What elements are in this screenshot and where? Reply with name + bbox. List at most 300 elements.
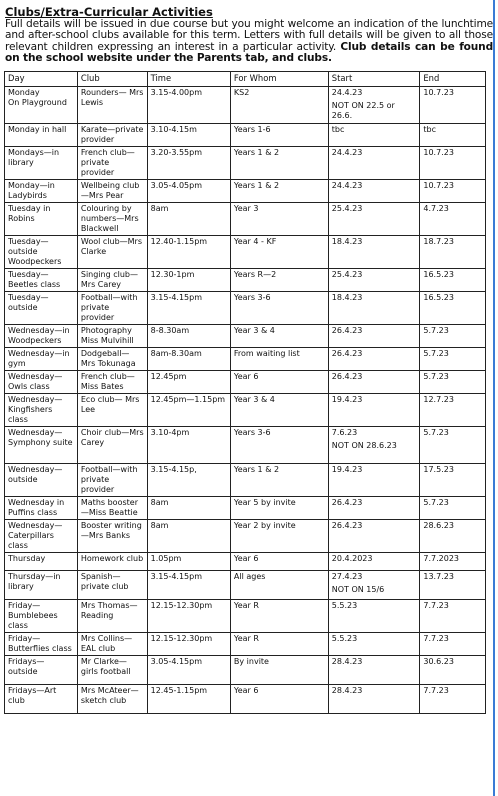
cell-club-text: French club—private provider	[80, 148, 135, 177]
cell-club	[77, 180, 147, 203]
table-row	[5, 124, 486, 147]
cell-end-text: 7.7.2023	[423, 554, 459, 563]
cell-for-whom	[230, 124, 328, 147]
cell-time	[147, 633, 230, 656]
cell-start-text: 20.4.2023	[331, 554, 373, 563]
cell-time-text: 3.15-4.15pm	[150, 293, 203, 302]
cell-day-text: Wednesday—Symphony suite	[8, 428, 73, 447]
table-row	[5, 269, 486, 292]
cell-start	[328, 394, 420, 427]
cell-day	[5, 180, 78, 203]
cell-time-text: 3.10-4.15m	[150, 125, 197, 134]
cell-time-text: 12.15-12.30pm	[150, 601, 213, 610]
cell-start-text: 19.4.23	[331, 465, 363, 474]
table-row	[5, 180, 486, 203]
cell-for-whom	[230, 348, 328, 371]
cell-for-whom	[230, 87, 328, 124]
cell-start	[328, 633, 420, 656]
cell-start-text: 28.4.23	[331, 657, 363, 666]
cell-club	[77, 371, 147, 394]
cell-club-text: Mrs Collins—EAL club	[80, 634, 133, 653]
cell-time	[147, 600, 230, 633]
column-header-for-whom: For Whom	[230, 72, 328, 87]
cell-start-text: 24.4.23	[331, 148, 363, 157]
cell-end	[420, 147, 486, 180]
cell-club-text: Maths booster—Miss Beattie	[80, 498, 138, 517]
cell-day-text: Monday—in Ladybirds	[8, 181, 55, 200]
cell-time-text: 12.45-1.15pm	[150, 686, 208, 695]
cell-end-text: tbc	[423, 125, 436, 134]
cell-for-whom	[230, 427, 328, 464]
cell-end-text: 5.7.23	[423, 326, 449, 335]
cell-end-text: 4.7.23	[423, 204, 449, 213]
cell-time-text: 3.05-4.05pm	[150, 181, 203, 190]
start-note: NOT ON 28.6.23	[331, 441, 397, 450]
cell-start	[328, 553, 420, 571]
cell-day	[5, 371, 78, 394]
cell-end	[420, 633, 486, 656]
cell-for-whom-text: Year 3 & 4	[233, 395, 275, 404]
cell-end-text: 28.6.23	[423, 521, 454, 530]
cell-day-text: Wednesday—in Woodpeckers	[8, 326, 70, 345]
cell-club-text: Football—with private provider	[80, 293, 138, 322]
cell-day-text: Wednesday in Puffins class	[8, 498, 65, 517]
cell-for-whom	[230, 203, 328, 236]
cell-start	[328, 269, 420, 292]
cell-end-text: 5.7.23	[423, 372, 449, 381]
cell-end	[420, 464, 486, 497]
cell-start-text: 18.4.23	[331, 293, 363, 302]
cell-end	[420, 87, 486, 124]
cell-day-text: Monday On Playground	[8, 88, 67, 107]
cell-club	[77, 600, 147, 633]
cell-club	[77, 87, 147, 124]
cell-club	[77, 633, 147, 656]
cell-for-whom	[230, 520, 328, 553]
cell-day-text: Mondays—in library	[8, 148, 60, 167]
cell-for-whom	[230, 269, 328, 292]
cell-start	[328, 571, 420, 600]
cell-start	[328, 427, 420, 464]
table-row	[5, 236, 486, 269]
cell-end	[420, 571, 486, 600]
cell-club	[77, 685, 147, 714]
cell-start-text: 26.4.23	[331, 498, 363, 507]
cell-club	[77, 147, 147, 180]
cell-start-text: tbc	[331, 125, 345, 134]
cell-club-text: Wellbeing club—Mrs Pear	[80, 181, 140, 200]
cell-day	[5, 427, 78, 464]
cell-for-whom-text: Year 3	[233, 204, 259, 213]
cell-time	[147, 348, 230, 371]
cell-day	[5, 203, 78, 236]
cell-for-whom-text: Year 4 - KF	[233, 237, 277, 246]
cell-start	[328, 464, 420, 497]
cell-club-text: Karate—private provider	[80, 125, 144, 144]
cell-end-text: 13.7.23	[423, 572, 454, 581]
cell-start-text: 18.4.23	[331, 237, 363, 246]
cell-for-whom-text: All ages	[233, 572, 266, 581]
cell-for-whom	[230, 633, 328, 656]
cell-end	[420, 203, 486, 236]
table-row	[5, 87, 486, 124]
table-row	[5, 633, 486, 656]
cell-start	[328, 147, 420, 180]
table-row	[5, 325, 486, 348]
table-row	[5, 292, 486, 325]
cell-time-text: 8am	[150, 498, 169, 507]
cell-day-text: Thursday	[8, 554, 46, 563]
cell-club	[77, 464, 147, 497]
cell-time	[147, 464, 230, 497]
cell-day	[5, 464, 78, 497]
cell-club-text: Colouring by numbers—Mrs Blackwell	[80, 204, 139, 233]
cell-club	[77, 427, 147, 464]
table-row	[5, 371, 486, 394]
cell-time	[147, 371, 230, 394]
cell-club-text: Singing club—Mrs Carey	[80, 270, 139, 289]
cell-for-whom	[230, 571, 328, 600]
cell-end	[420, 656, 486, 685]
cell-start	[328, 292, 420, 325]
cell-day	[5, 87, 78, 124]
cell-day-text: Tuesday in Robins	[8, 204, 51, 223]
column-header-time: Time	[147, 72, 230, 87]
cell-club-text: Dodgeball—Mrs Tokunaga	[80, 349, 136, 368]
cell-club	[77, 236, 147, 269]
cell-time-text: 8-8.30am	[150, 326, 190, 335]
cell-start-text: 24.4.23	[331, 88, 363, 97]
cell-start	[328, 124, 420, 147]
cell-time-text: 12.45pm	[150, 372, 187, 381]
cell-day	[5, 394, 78, 427]
cell-club	[77, 269, 147, 292]
cell-start	[328, 497, 420, 520]
cell-end-text: 12.7.23	[423, 395, 454, 404]
cell-for-whom-text: Year R	[233, 601, 259, 610]
table-row	[5, 464, 486, 497]
cell-for-whom-text: Year 6	[233, 372, 259, 381]
cell-end-text: 30.6.23	[423, 657, 454, 666]
cell-time-text: 1.05pm	[150, 554, 182, 563]
cell-day-text: Friday—Bumblebees class	[8, 601, 58, 630]
cell-end-text: 7.7.23	[423, 686, 449, 695]
table-row	[5, 348, 486, 371]
cell-club-text: Mrs McAteer—sketch club	[80, 686, 139, 705]
cell-start-text: 26.4.23	[331, 349, 363, 358]
margin-rule	[493, 0, 495, 796]
cell-club	[77, 203, 147, 236]
cell-start-text: 25.4.23	[331, 204, 363, 213]
cell-end-text: 18.7.23	[423, 237, 454, 246]
cell-day	[5, 497, 78, 520]
cell-end	[420, 371, 486, 394]
cell-start	[328, 656, 420, 685]
cell-day-text: Tuesday—outside	[8, 293, 49, 312]
cell-end-text: 7.7.23	[423, 601, 449, 610]
intro-paragraph	[5, 19, 493, 65]
cell-day-text: Fridays—outside	[8, 657, 45, 676]
cell-for-whom	[230, 371, 328, 394]
cell-time	[147, 269, 230, 292]
cell-time-text: 8am-8.30am	[150, 349, 202, 358]
cell-time	[147, 520, 230, 553]
cell-club	[77, 520, 147, 553]
cell-for-whom	[230, 685, 328, 714]
cell-start	[328, 325, 420, 348]
cell-for-whom	[230, 147, 328, 180]
cell-time-text: 12.40-1.15pm	[150, 237, 208, 246]
cell-start	[328, 520, 420, 553]
table-row	[5, 147, 486, 180]
column-header-club: Club	[77, 72, 147, 87]
cell-time-text: 3.05-4.15pm	[150, 657, 203, 666]
cell-time-text: 8am	[150, 521, 169, 530]
cell-day-text: Wednesday—Caterpillars class	[8, 521, 63, 550]
cell-time-text: 3.15-4.15p,	[150, 465, 197, 474]
cell-time-text: 3.10-4pm	[150, 428, 190, 437]
cell-time-text: 12.45pm—1.15pm	[150, 395, 226, 404]
cell-end	[420, 124, 486, 147]
cell-club	[77, 571, 147, 600]
cell-start-text: 7.6.23	[331, 428, 358, 437]
table-row	[5, 553, 486, 571]
cell-for-whom	[230, 325, 328, 348]
cell-end	[420, 600, 486, 633]
cell-time	[147, 292, 230, 325]
cell-time-text: 3.15-4.00pm	[150, 88, 203, 97]
cell-time	[147, 656, 230, 685]
cell-for-whom	[230, 180, 328, 203]
cell-club-text: Wool club—Mrs Clarke	[80, 237, 142, 256]
cell-start	[328, 348, 420, 371]
table-row	[5, 685, 486, 714]
cell-club	[77, 497, 147, 520]
cell-time	[147, 124, 230, 147]
cell-club-text: Football—with private provider	[80, 465, 138, 494]
cell-for-whom-text: By invite	[233, 657, 269, 666]
cell-start-text: 28.4.23	[331, 686, 363, 695]
column-header-day: Day	[5, 72, 78, 87]
cell-day	[5, 147, 78, 180]
cell-time	[147, 325, 230, 348]
cell-time-text: 12.15-12.30pm	[150, 634, 213, 643]
cell-club-text: Spanish—private club	[80, 572, 129, 591]
cell-day-text: Wednesday—Owls class	[8, 372, 63, 391]
cell-day	[5, 571, 78, 600]
cell-end-text: 10.7.23	[423, 88, 454, 97]
cell-time	[147, 571, 230, 600]
newsletter-section	[5, 6, 493, 65]
cell-start	[328, 685, 420, 714]
cell-end	[420, 497, 486, 520]
cell-for-whom-text: Year 2 by invite	[233, 521, 296, 530]
cell-club-text: Mr Clarke—girls football	[80, 657, 131, 676]
cell-day	[5, 348, 78, 371]
cell-day	[5, 656, 78, 685]
cell-end-text: 10.7.23	[423, 148, 454, 157]
cell-end	[420, 427, 486, 464]
cell-time	[147, 685, 230, 714]
cell-start-text: 26.4.23	[331, 521, 363, 530]
cell-for-whom-text: Years 1 & 2	[233, 181, 280, 190]
cell-time	[147, 236, 230, 269]
cell-time	[147, 147, 230, 180]
cell-for-whom-text: Years R—2	[233, 270, 277, 279]
cell-for-whom	[230, 394, 328, 427]
cell-for-whom-text: Year 6	[233, 686, 259, 695]
column-header-end: End	[420, 72, 486, 87]
cell-end	[420, 553, 486, 571]
cell-start-text: 24.4.23	[331, 181, 363, 190]
cell-day	[5, 520, 78, 553]
cell-club-text: Booster writing—Mrs Banks	[80, 521, 142, 540]
cell-club	[77, 348, 147, 371]
cell-end	[420, 292, 486, 325]
table-row	[5, 571, 486, 600]
cell-time	[147, 427, 230, 464]
cell-for-whom	[230, 600, 328, 633]
cell-club	[77, 124, 147, 147]
cell-day-text: Wednesday—outside	[8, 465, 63, 484]
cell-day	[5, 269, 78, 292]
cell-time	[147, 87, 230, 124]
cell-start-text: 27.4.23	[331, 572, 363, 581]
cell-for-whom-text: KS2	[233, 88, 250, 97]
cell-club	[77, 394, 147, 427]
cell-start	[328, 180, 420, 203]
table-header-row	[5, 72, 486, 87]
cell-time	[147, 180, 230, 203]
cell-day	[5, 633, 78, 656]
section-heading: Clubs/Extra-Curricular Activities	[5, 5, 213, 19]
cell-time-text: 8am	[150, 204, 169, 213]
cell-club-text: Photography Miss Mulvihill	[80, 326, 134, 345]
cell-end	[420, 180, 486, 203]
cell-for-whom-text: Year R	[233, 634, 259, 643]
cell-time	[147, 497, 230, 520]
cell-start-text: 25.4.23	[331, 270, 363, 279]
cell-day-text: Tuesday—outside Woodpeckers	[8, 237, 62, 266]
cell-end	[420, 325, 486, 348]
cell-time	[147, 553, 230, 571]
cell-end-text: 16.5.23	[423, 293, 454, 302]
cell-day	[5, 685, 78, 714]
cell-end-text: 16.5.23	[423, 270, 454, 279]
cell-end	[420, 236, 486, 269]
cell-day-text: Thursday—in library	[8, 572, 61, 591]
cell-start	[328, 203, 420, 236]
cell-club	[77, 553, 147, 571]
cell-day	[5, 325, 78, 348]
cell-start-text: 19.4.23	[331, 395, 363, 404]
table-row	[5, 600, 486, 633]
cell-for-whom-text: Years 1 & 2	[233, 148, 280, 157]
cell-for-whom	[230, 292, 328, 325]
cell-start-text: 26.4.23	[331, 372, 363, 381]
cell-end	[420, 394, 486, 427]
cell-end-text: 7.7.23	[423, 634, 449, 643]
cell-day-text: Friday—Butterflies class	[8, 634, 72, 653]
table-row	[5, 203, 486, 236]
cell-day	[5, 600, 78, 633]
table-row	[5, 656, 486, 685]
cell-club	[77, 292, 147, 325]
cell-club	[77, 656, 147, 685]
cell-day	[5, 553, 78, 571]
cell-time-text: 12.30-1pm	[150, 270, 195, 279]
start-note: NOT ON 22.5 or 26.6.	[331, 101, 395, 120]
cell-for-whom-text: Year 3 & 4	[233, 326, 275, 335]
cell-club-text: Rounders— Mrs Lewis	[80, 88, 144, 107]
intro-bold-text: Club details can be found on the school website under the Parents tab, and clubs.	[5, 40, 494, 65]
cell-end	[420, 269, 486, 292]
cell-for-whom-text: Years 3-6	[233, 293, 271, 302]
cell-time-text: 3.20-3.55pm	[150, 148, 203, 157]
cell-for-whom-text: From waiting list	[233, 349, 300, 358]
cell-for-whom	[230, 236, 328, 269]
table-row	[5, 497, 486, 520]
cell-end-text: 5.7.23	[423, 349, 449, 358]
cell-club-text: Mrs Thomas—Reading	[80, 601, 138, 620]
cell-end-text: 10.7.23	[423, 181, 454, 190]
cell-day	[5, 124, 78, 147]
cell-start	[328, 87, 420, 124]
start-note: NOT ON 15/6	[331, 585, 385, 594]
cell-time	[147, 394, 230, 427]
cell-day-text: Wednesday—Kingfishers class	[8, 395, 63, 424]
cell-day-text: Fridays—Art club	[8, 686, 57, 705]
cell-start-text: 5.5.23	[331, 601, 358, 610]
cell-day-text: Monday in hall	[8, 125, 67, 134]
cell-for-whom-text: Year 6	[233, 554, 259, 563]
cell-time-text: 3.15-4.15pm	[150, 572, 203, 581]
cell-for-whom-text: Years 3-6	[233, 428, 271, 437]
cell-club-text: French club—Miss Bates	[80, 372, 135, 391]
cell-for-whom	[230, 464, 328, 497]
cell-end	[420, 685, 486, 714]
cell-for-whom	[230, 553, 328, 571]
cell-end-text: 17.5.23	[423, 465, 454, 474]
cell-end-text: 5.7.23	[423, 428, 449, 437]
cell-club	[77, 325, 147, 348]
cell-start-text: 26.4.23	[331, 326, 363, 335]
cell-end	[420, 520, 486, 553]
cell-for-whom-text: Years 1 & 2	[233, 465, 280, 474]
intro-text: Full details will be issued in due course but you might welcome an indication of the lunchtime and after-school clubs available for this term. Letters with full details will be given to all those relevant children expressing an interest in a particular activity.	[5, 18, 493, 53]
cell-for-whom-text: Year 5 by invite	[233, 498, 296, 507]
cell-club-text: Eco club— Mrs Lee	[80, 395, 140, 414]
table-row	[5, 520, 486, 553]
cell-club-text: Homework club	[80, 554, 144, 563]
table-row	[5, 394, 486, 427]
cell-start	[328, 371, 420, 394]
table-row	[5, 427, 486, 464]
cell-start	[328, 600, 420, 633]
cell-for-whom	[230, 497, 328, 520]
cell-day-text: Tuesday—Beetles class	[8, 270, 61, 289]
cell-day-text: Wednesday—in gym	[8, 349, 70, 368]
cell-start-text: 5.5.23	[331, 634, 358, 643]
cell-club-text: Choir club—Mrs Carey	[80, 428, 144, 447]
cell-end	[420, 348, 486, 371]
cell-day	[5, 292, 78, 325]
cell-day	[5, 236, 78, 269]
clubs-table	[4, 71, 486, 714]
cell-for-whom-text: Years 1-6	[233, 125, 271, 134]
table-body	[5, 87, 486, 714]
cell-for-whom	[230, 656, 328, 685]
